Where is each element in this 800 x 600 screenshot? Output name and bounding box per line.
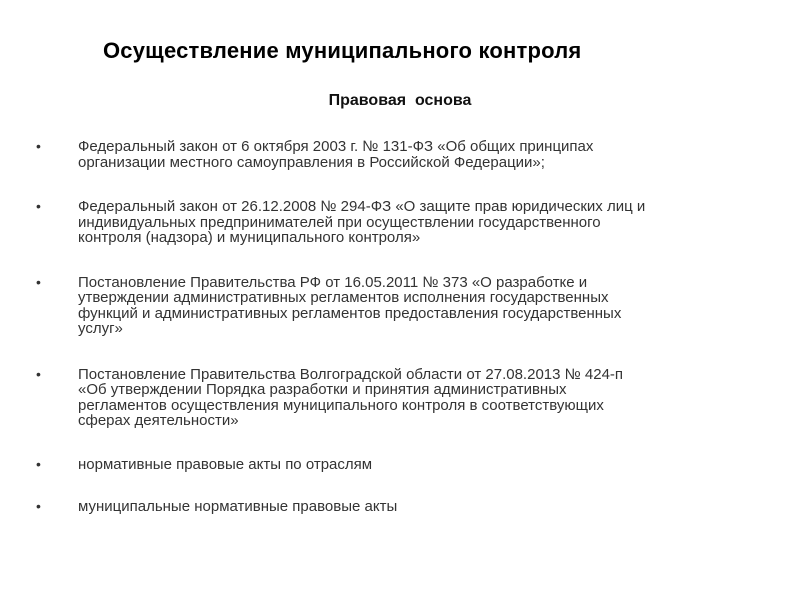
bullet-icon: • — [36, 138, 41, 154]
list-item-text: Федеральный закон от 26.12.2008 № 294-ФЗ «О защите прав юридических лиц и индивидуальных предпринимателей при осуществлении государственного контроля (надзора) и муниципального контроля» — [78, 198, 646, 246]
list-item — [36, 457, 776, 473]
list-item-text: нормативные правовые акты по отраслям — [78, 455, 373, 473]
list-item — [36, 499, 776, 515]
bullet-list — [36, 139, 776, 515]
bullet-icon: • — [36, 198, 41, 214]
list-item — [36, 367, 776, 429]
list-item — [36, 199, 776, 246]
bullet-icon: • — [36, 365, 41, 382]
bullet-icon: • — [36, 498, 41, 514]
bullet-icon: • — [36, 273, 41, 290]
slide-subtitle: Правовая основа — [328, 92, 472, 109]
list-item-text: Постановление Правительства Волгоградской области от 27.08.2013 № 424-п «Об утверждении Порядка разработки и принятия административных регламентов осуществления муниципального контроля в соответствующих сферах деятельности» — [78, 365, 624, 429]
list-item-text: муниципальные нормативные правовые акты — [78, 498, 398, 515]
list-item-text: Федеральный закон от 6 октября 2003 г. № 131-ФЗ «Об общих принципах организации местного самоуправления в Российской Федерации»; — [78, 138, 594, 171]
list-item — [36, 139, 776, 170]
list-item — [36, 275, 776, 337]
slide-title: Осуществление муниципального контроля — [103, 38, 582, 63]
list-item-text: Постановление Правительства РФ от 16.05.2011 № 373 «О разработке и утверждении административных регламентов исполнения государственных функций и административных регламентов предоставления государственных услуг» — [78, 273, 622, 337]
bullet-icon: • — [36, 455, 41, 472]
